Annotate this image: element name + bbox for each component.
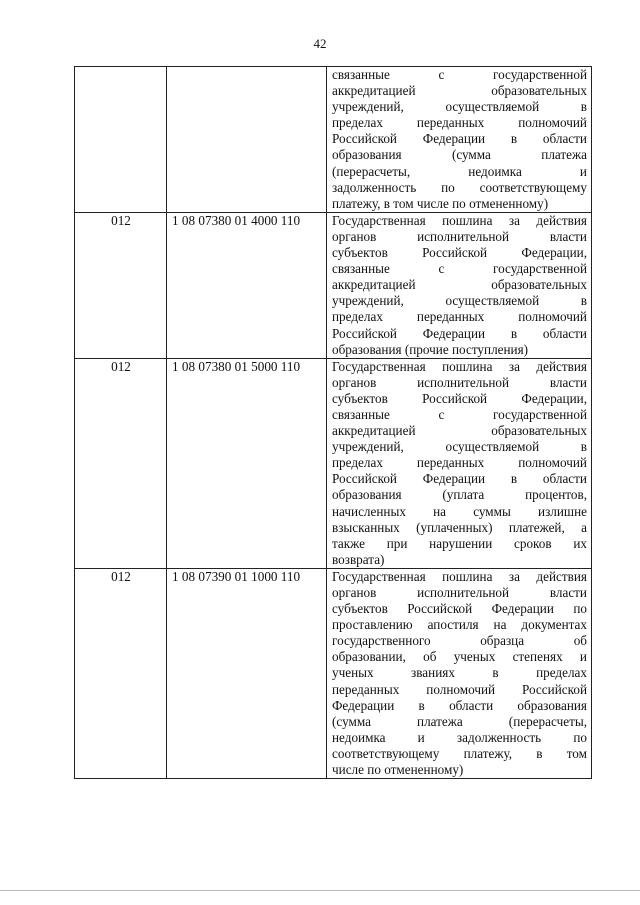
table-row	[75, 67, 592, 213]
admin-code-cell: 012	[75, 212, 167, 358]
page-number: 42	[313, 36, 327, 51]
description-line: Государственная пошлина за действия	[332, 212, 587, 228]
description-line: аккредитацией образовательных	[332, 83, 587, 99]
description-line: проставлению апостиля на документах	[332, 617, 587, 633]
description-line: Государственная пошлина за действия	[332, 358, 587, 374]
description-line: числе по отмененному)	[332, 762, 464, 778]
description-line: органов исполнительной власти	[332, 228, 587, 244]
revenue-codes-table	[74, 66, 592, 779]
description-line: аккредитацией образовательных	[332, 423, 587, 439]
description-line: пределах переданных полномочий	[332, 455, 587, 471]
description-line: переданных полномочий Российской	[332, 681, 587, 697]
bottom-divider	[0, 890, 640, 891]
description-cell	[327, 358, 592, 568]
description-line: связанные с государственной	[332, 261, 587, 277]
description-line: также при нарушении сроков их	[332, 535, 587, 551]
description-line: государственного образца об	[332, 633, 587, 649]
description-line: Российской Федерации в области	[332, 471, 587, 487]
description-line: Федерации в области образования	[332, 697, 587, 713]
admin-code-cell: 012	[75, 568, 167, 778]
description-line: органов исполнительной власти	[332, 374, 587, 390]
description-line: возврата)	[332, 551, 385, 567]
description-line: субъектов Российской Федерации,	[332, 245, 587, 261]
admin-code-cell	[75, 67, 167, 213]
description-line: пределах переданных полномочий	[332, 309, 587, 325]
description-line: образовании, об ученых степенях и	[332, 649, 587, 665]
description-line: связанные с государственной	[332, 406, 587, 422]
description-line: ученых званиях в пределах	[332, 665, 587, 681]
description-line: образования (прочие поступления)	[332, 341, 529, 357]
budget-classification-code-cell: 1 08 07390 01 1000 110	[167, 568, 327, 778]
table-row	[75, 568, 592, 778]
description-cell	[327, 67, 592, 213]
description-line: соответствующему платежу, в том	[332, 745, 587, 761]
description-line: Российской Федерации в области	[332, 325, 587, 341]
description-line: недоимка и задолженность по	[332, 729, 587, 745]
description-line: пределах переданных полномочий	[332, 115, 587, 131]
description-line: платежу, в том числе по отмененному)	[332, 195, 549, 211]
admin-code-cell: 012	[75, 358, 167, 568]
table-body	[75, 67, 592, 779]
description-line: учреждений, осуществляемой в	[332, 439, 587, 455]
description-line: взысканных (уплаченных) платежей, а	[332, 519, 587, 535]
description-line: учреждений, осуществляемой в	[332, 99, 587, 115]
description-line: органов исполнительной власти	[332, 585, 587, 600]
description-line: (перерасчеты, недоимка и	[332, 163, 587, 179]
description-line: аккредитацией образовательных	[332, 277, 587, 293]
description-line: начисленных на суммы излишне	[332, 503, 587, 519]
description-cell	[327, 212, 592, 358]
description-line: Государственная пошлина за действия	[332, 568, 587, 584]
table-row	[75, 358, 592, 568]
description-line: учреждений, осуществляемой в	[332, 293, 587, 309]
description-line: задолженность по соответствующему	[332, 179, 587, 195]
budget-classification-code-cell: 1 08 07380 01 5000 110	[167, 358, 327, 568]
budget-classification-code-cell: 1 08 07380 01 4000 110	[167, 212, 327, 358]
table-row	[75, 212, 592, 358]
description-line: (сумма платежа (перерасчеты,	[332, 713, 587, 729]
budget-classification-code-cell	[167, 67, 327, 213]
description-line: связанные с государственной	[332, 67, 587, 82]
description-line: образования (уплата процентов,	[332, 487, 587, 503]
description-line: образования (сумма платежа	[332, 147, 587, 163]
description-cell	[327, 568, 592, 778]
description-line: субъектов Российской Федерации по	[332, 601, 587, 617]
description-line: субъектов Российской Федерации,	[332, 390, 587, 406]
description-line: Российской Федерации в области	[332, 131, 587, 147]
